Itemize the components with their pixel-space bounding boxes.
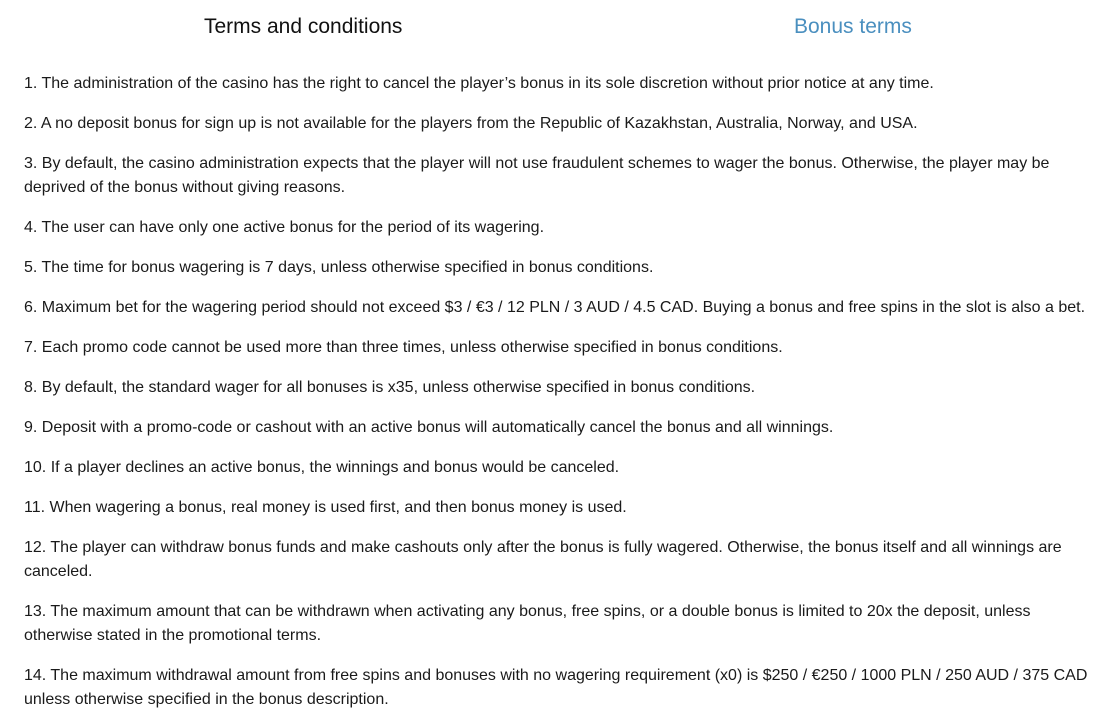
terms-list	[24, 72, 1096, 728]
term-item-6: 6. Maximum bet for the wagering period should not exceed $3 / €3 / 12 PLN / 3 AUD / 4.5 CAD. Buying a bonus and free spins in the slot is also a bet.	[24, 299, 1086, 316]
term-item-3: 3. By default, the casino administration expects that the player will not use fraudulent schemes to wager the bonus. Otherwise, the player may be deprived of the bonus without giving reasons.	[24, 155, 1050, 196]
term-item-12: 12. The player can withdraw bonus funds and make cashouts only after the bonus is fully wagered. Otherwise, the bonus itself and all winnings are canceled.	[24, 539, 1062, 580]
term-item-13: 13. The maximum amount that can be withdrawn when activating any bonus, free spins, or a double bonus is limited to 20x the deposit, unless otherwise stated in the promotional terms.	[24, 603, 1031, 644]
term-item-14: 14. The maximum withdrawal amount from free spins and bonuses with no wagering requirement (x0) is $250 / €250 / 1000 PLN / 250 AUD / 375 CAD unless otherwise specified in the bonus description.	[24, 667, 1088, 708]
tab-bar	[0, 0, 1105, 56]
term-item-11: 11. When wagering a bonus, real money is used first, and then bonus money is used.	[24, 499, 627, 516]
tab-bonus-terms[interactable]: Bonus terms	[794, 15, 912, 38]
term-item-10: 10. If a player declines an active bonus, the winnings and bonus would be canceled.	[24, 459, 620, 476]
term-item-7: 7. Each promo code cannot be used more than three times, unless otherwise specified in bonus conditions.	[24, 339, 783, 356]
term-item-4: 4. The user can have only one active bonus for the period of its wagering.	[24, 219, 545, 236]
term-item-9: 9. Deposit with a promo-code or cashout with an active bonus will automatically cancel the bonus and all winnings.	[24, 419, 834, 436]
term-item-1: 1. The administration of the casino has the right to cancel the player’s bonus in its sole discretion without prior notice at any time.	[24, 75, 934, 92]
term-item-8: 8. By default, the standard wager for all bonuses is x35, unless otherwise specified in bonus conditions.	[24, 379, 756, 396]
term-item-2: 2. A no deposit bonus for sign up is not available for the players from the Republic of Kazakhstan, Australia, Norway, and USA.	[24, 115, 918, 132]
term-item-5: 5. The time for bonus wagering is 7 days, unless otherwise specified in bonus conditions.	[24, 259, 654, 276]
tab-terms-and-conditions[interactable]: Terms and conditions	[204, 15, 403, 38]
